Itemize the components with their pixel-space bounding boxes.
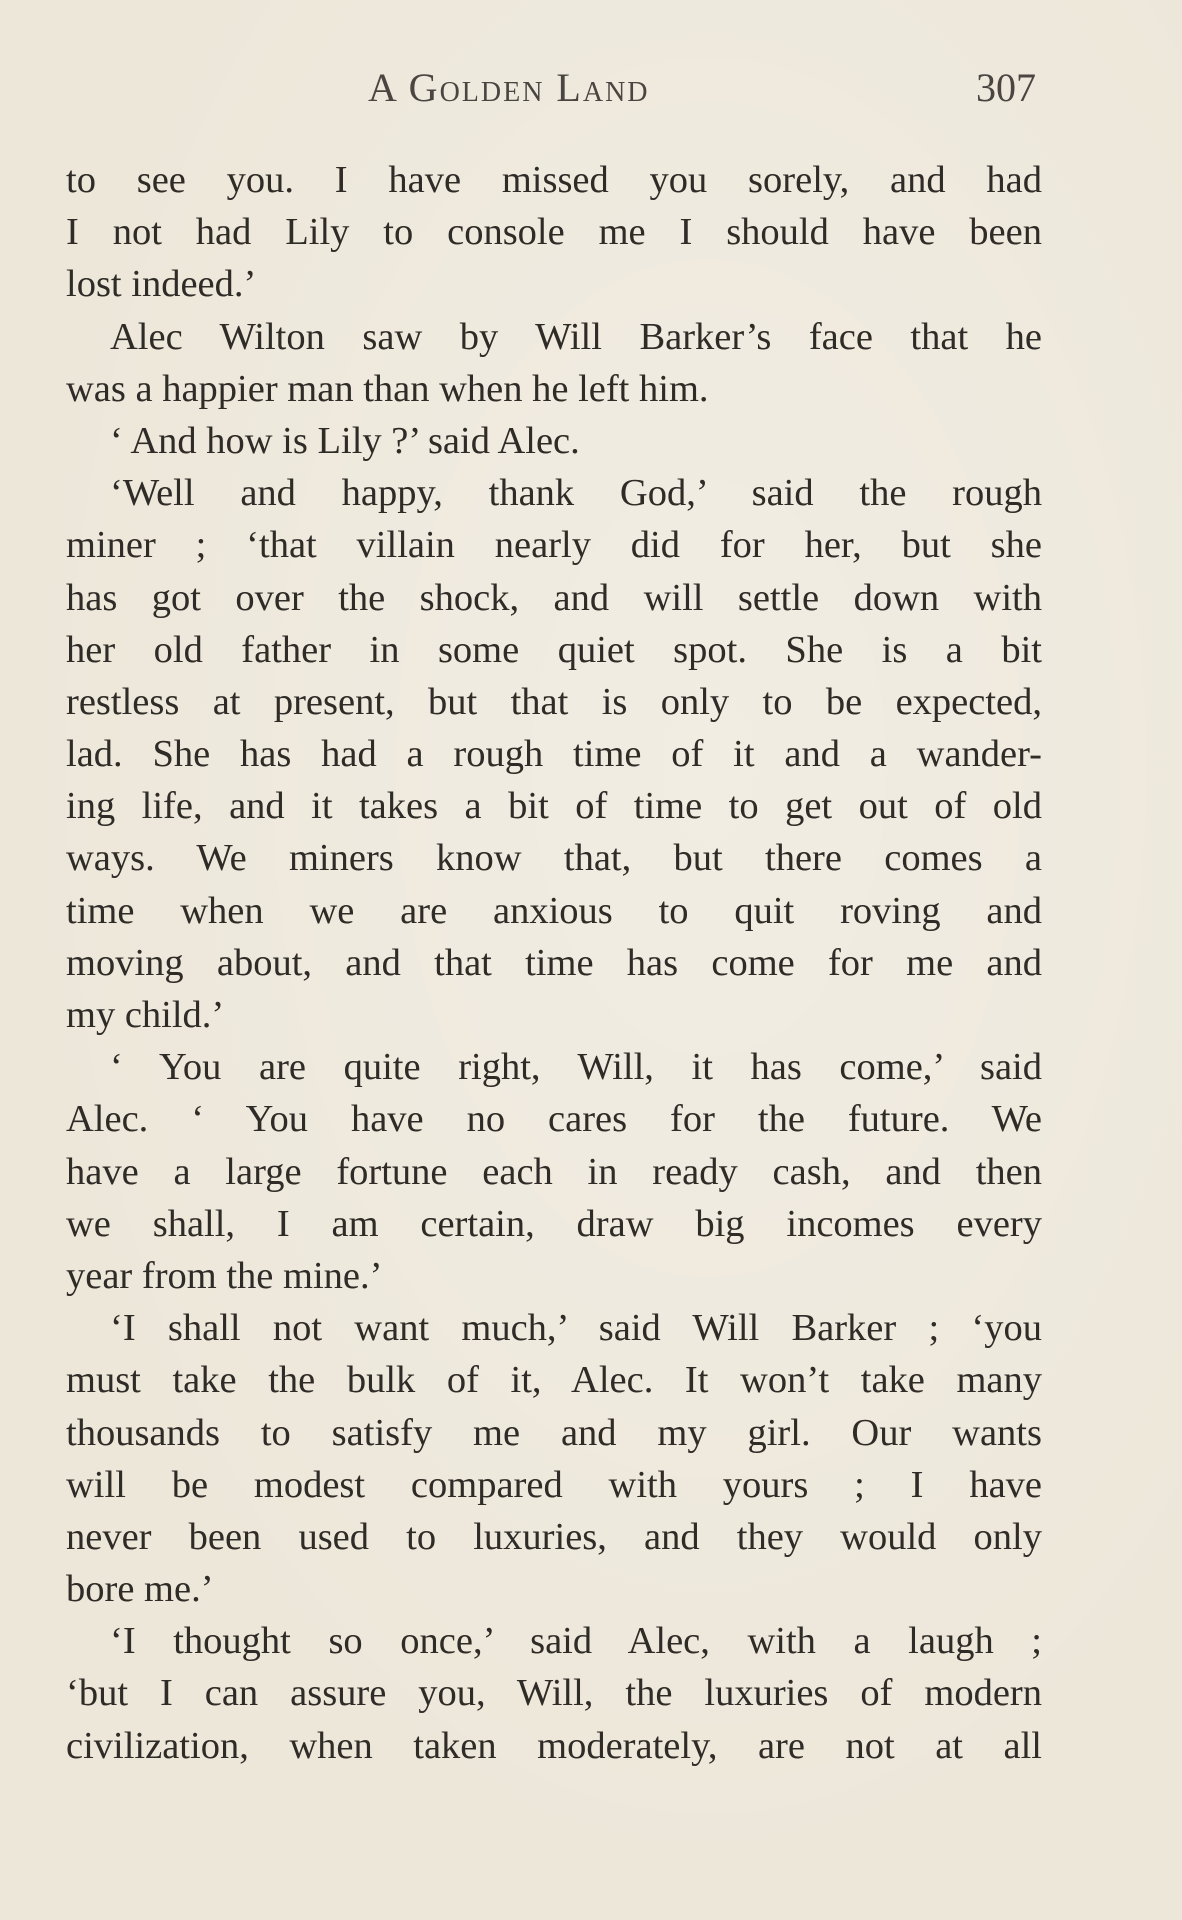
- page-header: [0, 64, 1182, 124]
- text-line: was a happier man than when he left him.: [66, 367, 709, 410]
- text-line: miner ; ‘that villain nearly did for her, but she: [66, 524, 1042, 567]
- text-line: to see you. I have missed you sorely, and had: [66, 159, 1042, 201]
- text-line: bore me.’: [66, 1568, 214, 1611]
- text-line: my child.’: [66, 994, 225, 1036]
- text-line: ing life, and it takes a bit of time to get out of old: [66, 785, 1042, 828]
- text-line: restless at present, but that is only to be expected,: [66, 680, 1042, 723]
- text-line: thousands to satisfy me and my girl. Our wants: [66, 1411, 1042, 1454]
- text-line: ways. We miners know that, but there comes a: [66, 837, 1042, 880]
- running-head: A Golden Land: [368, 65, 650, 110]
- text-line: lost indeed.’: [66, 263, 257, 306]
- text-line: ‘ And how is Lily ?’ said Alec.: [110, 419, 580, 462]
- text-line: never been used to luxuries, and they would only: [66, 1515, 1042, 1558]
- text-line: must take the bulk of it, Alec. It won’t take many: [66, 1359, 1042, 1402]
- text-line: ‘I thought so once,’ said Alec, with a laugh ;: [110, 1620, 1042, 1663]
- text-line: year from the mine.’: [66, 1254, 383, 1297]
- page-number: 307: [976, 65, 1036, 110]
- text-line: ‘ You are quite right, Will, it has come,’ said: [110, 1046, 1042, 1089]
- text-line: ‘I shall not want much,’ said Will Barker ; ‘you: [110, 1307, 1042, 1350]
- text-line: ‘but I can assure you, Will, the luxuries of modern: [66, 1672, 1042, 1715]
- text-line: Alec. ‘ You have no cares for the future. We: [66, 1098, 1042, 1141]
- body-text: [66, 154, 1042, 1772]
- text-line: have a large fortune each in ready cash, and then: [66, 1150, 1042, 1193]
- text-line: will be modest compared with yours ; I have: [66, 1463, 1042, 1506]
- text-line: civilization, when taken moderately, are not at all: [66, 1724, 1042, 1767]
- text-line: lad. She has had a rough time of it and a wander-: [66, 733, 1042, 776]
- text-line: ‘Well and happy, thank God,’ said the rough: [110, 472, 1042, 515]
- text-line: her old father in some quiet spot. She is a bit: [66, 628, 1042, 671]
- text-line: I not had Lily to console me I should have been: [66, 211, 1042, 254]
- text-line: time when we are anxious to quit roving and: [66, 889, 1042, 932]
- text-line: Alec Wilton saw by Will Barker’s face that he: [110, 315, 1042, 358]
- text-line: has got over the shock, and will settle down with: [66, 576, 1042, 619]
- text-line: moving about, and that time has come for me and: [66, 941, 1042, 984]
- text-line: we shall, I am certain, draw big incomes every: [66, 1202, 1042, 1245]
